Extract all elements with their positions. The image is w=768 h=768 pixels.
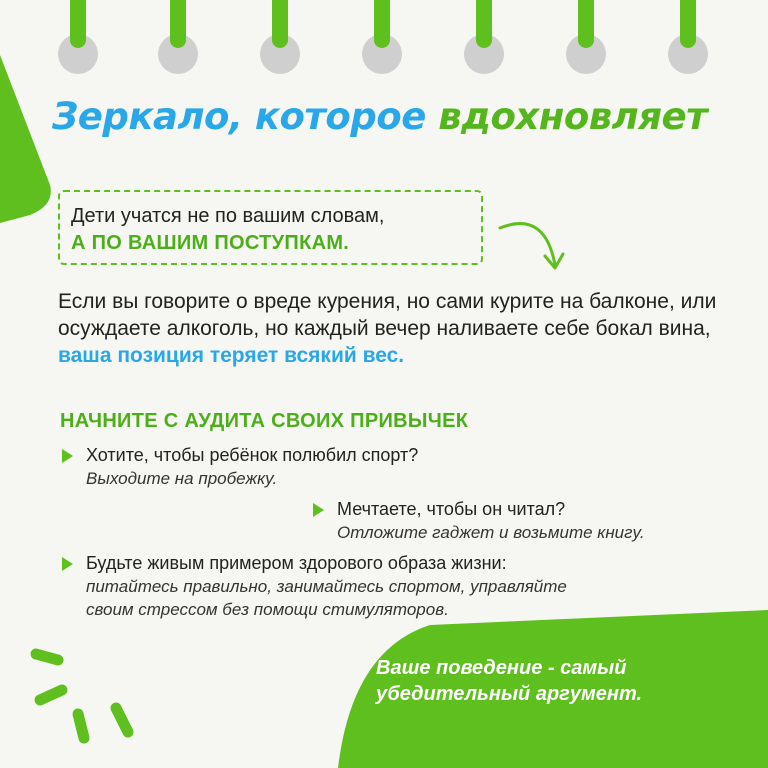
paragraph-text: Если вы говорите о вреде курения, но сами курите на балконе, или осуждаете алкоголь, но каждый вечер наливаете себе бокал вина, <box>58 290 717 340</box>
tip-main: Будьте живым примером здорового образа жизни: <box>86 553 507 573</box>
callout-line-2: А ПО ВАШИМ ПОСТУПКАМ. <box>71 232 350 254</box>
tip-main: Хотите, чтобы ребёнок полюбил спорт? <box>86 445 419 465</box>
footer-line-2: убедительный аргумент. <box>376 683 643 705</box>
title-part-green: вдохновляет <box>438 95 708 138</box>
tip-sub: Отложите гаджет и возьмите книгу. <box>337 523 645 542</box>
tip-sub: своим стрессом без помощи стимуляторов. <box>86 600 449 619</box>
sparkle-dashes-icon <box>28 642 148 752</box>
tip-main: Мечтаете, чтобы он читал? <box>337 499 566 519</box>
title-part-blue: Зеркало, которое <box>52 95 426 138</box>
footer-line-1: Ваше поведение - самый <box>376 657 627 679</box>
tip-sub: питайтесь правильно, занимайтесь спортом, управляйте <box>86 577 567 596</box>
callout-line-1: Дети учатся не по вашим словам, <box>71 205 385 227</box>
paragraph-highlight: ваша позиция теряет всякий вес. <box>58 344 405 367</box>
section-title: НАЧНИТЕ С АУДИТА СВОИХ ПРИВЫЧЕК <box>60 410 469 432</box>
tip-sub: Выходите на пробежку. <box>86 469 278 488</box>
footer-message <box>376 655 736 707</box>
